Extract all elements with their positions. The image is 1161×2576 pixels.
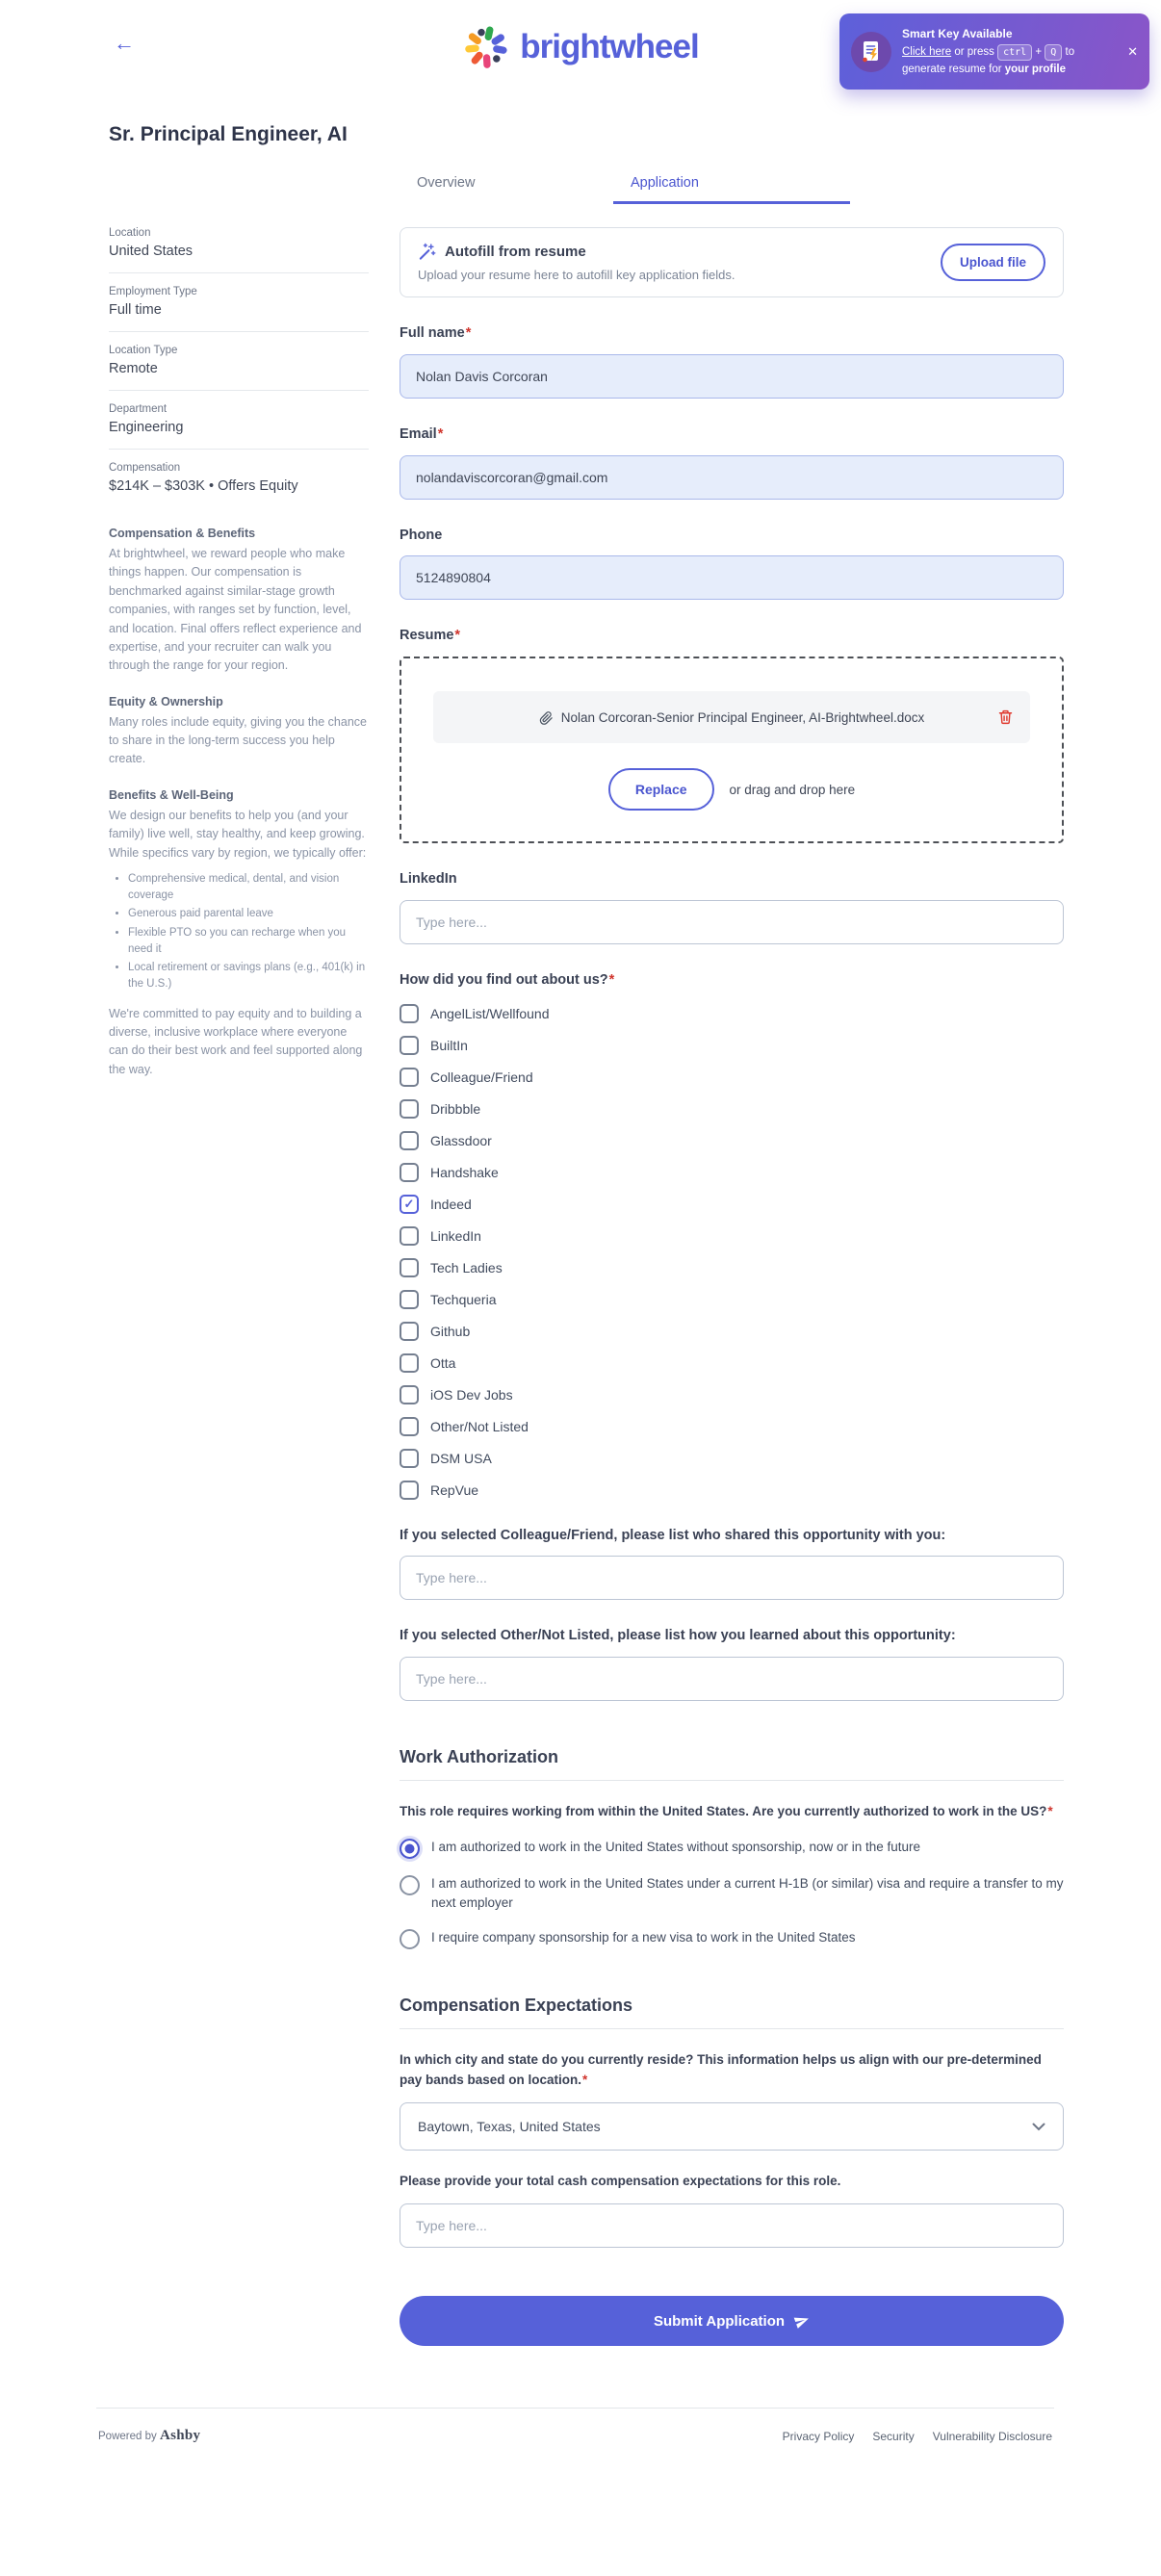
residence-question-text: In which city and state do you currently reside? This information helps us align with our pre-determined pay bands based on location. [400, 2052, 1042, 2088]
source-option-row [400, 1036, 1064, 1055]
cash-question: Please provide your total cash compensation expectations for this role. [400, 2174, 841, 2189]
job-fact [109, 286, 369, 332]
job-fact-value: Full time [109, 302, 162, 318]
tab-overview[interactable]: Overview [417, 175, 476, 191]
section-footer-text: We're committed to pay equity and to building a diverse, inclusive workplace where everyone can do their best work and feel supported along the way. [109, 1006, 363, 1076]
other-question-field [400, 1626, 1064, 1701]
source-option-row [400, 1481, 1064, 1500]
smart-key-line2: generate resume for [902, 63, 1005, 75]
job-fact-value: $214K – $303K • Offers Equity [109, 478, 298, 494]
checkbox[interactable]: ✓ [400, 1195, 419, 1214]
job-fact [109, 403, 369, 450]
resume-label [400, 626, 1064, 647]
job-facts [109, 227, 369, 507]
checkbox[interactable] [400, 1322, 419, 1341]
source-option-row [400, 1099, 1064, 1119]
checkbox-label: Handshake [430, 1164, 499, 1180]
work-authorization-question [400, 1802, 1064, 1822]
send-icon [792, 2311, 813, 2331]
checkbox-label: Glassdoor [430, 1132, 492, 1148]
submit-label: Submit Application [653, 2312, 786, 2330]
full-name-label-text: Full name [400, 325, 465, 341]
checkbox[interactable] [400, 1163, 419, 1182]
autofill-description: Upload your resume here to autofill key application fields. [418, 268, 735, 282]
work-auth-option-row [400, 1838, 1064, 1859]
job-fact-value: United States [109, 244, 194, 259]
radio-label: I am authorized to work in the United States without sponsorship, now or in the future [431, 1839, 921, 1854]
smart-key-banner [839, 13, 1149, 90]
linkedin-field [400, 869, 1064, 944]
source-label [400, 970, 1064, 992]
colleague-question-field [400, 1526, 1064, 1601]
source-option-row [400, 1353, 1064, 1373]
job-fact-label: Compensation [109, 462, 181, 474]
replace-file-button[interactable]: Replace [608, 768, 714, 811]
powered-by-ashby-link[interactable] [98, 2428, 200, 2444]
brightwheel-wordmark: brightwheel [520, 28, 699, 65]
smart-key-mid-text: or press [951, 45, 998, 58]
checkbox-label: Otta [430, 1354, 456, 1371]
checkbox[interactable] [400, 1068, 419, 1087]
smart-key-click-here-link[interactable]: Click here [902, 45, 952, 58]
source-option-row [400, 1417, 1064, 1436]
work-auth-option-row [400, 1928, 1064, 1949]
checkbox-label: Github [430, 1323, 471, 1339]
radio-button[interactable] [400, 1929, 420, 1949]
source-option-row [400, 1068, 1064, 1087]
email-label [400, 425, 1064, 446]
source-option-row [400, 1131, 1064, 1150]
full-name-input[interactable] [400, 354, 1064, 399]
delete-file-icon[interactable] [997, 708, 1014, 726]
drag-drop-hint: or drag and drop here [729, 782, 856, 797]
job-fact [109, 462, 369, 507]
linkedin-label: LinkedIn [400, 871, 457, 887]
footer-links [783, 2430, 1052, 2443]
section-body-text: Many roles include equity, giving you the chance to share in the long-term success you help create. [109, 714, 367, 766]
checkbox[interactable] [400, 1226, 419, 1246]
checkbox[interactable] [400, 1449, 419, 1468]
job-fact-value: Engineering [109, 420, 184, 435]
plus-sign: + [1035, 45, 1043, 58]
job-fact-label: Department [109, 403, 168, 415]
required-asterisk: * [608, 971, 615, 988]
checkbox-label: Dribbble [430, 1100, 481, 1117]
checkbox[interactable] [400, 1417, 419, 1436]
source-option-row [400, 1258, 1064, 1277]
uploaded-file-chip [433, 691, 1030, 743]
checkbox-label: AngelList/Wellfound [430, 1005, 550, 1021]
job-fact-label: Location Type [109, 345, 178, 356]
residence-select[interactable] [400, 2102, 1064, 2151]
section-body-text: At brightwheel, we reward people who make things happen. Our compensation is benchmarked against similar-stage growth companies, with ranges set by function, level, and location. Final offers reflect experience and expertise, and your recruiter can walk you through the range for your region. [109, 547, 362, 673]
resume-dropzone[interactable] [400, 657, 1064, 843]
work-auth-option-row [400, 1874, 1064, 1914]
autofill-card [400, 227, 1064, 297]
email-input[interactable] [400, 455, 1064, 500]
email-label-text: Email [400, 425, 437, 442]
residence-question [400, 2050, 1064, 2091]
paperclip-icon [539, 710, 554, 725]
checkbox-label: Techqueria [430, 1291, 497, 1307]
required-asterisk: * [454, 628, 461, 644]
full-name-field [400, 323, 1064, 399]
job-fact [109, 227, 369, 273]
footer-link[interactable]: Security [872, 2429, 915, 2443]
radio-label: I am authorized to work in the United States under a current H-1B (or similar) visa and require a transfer to my next employer [431, 1875, 1064, 1911]
radio-button[interactable] [400, 1875, 420, 1895]
magic-wand-icon [418, 243, 436, 261]
source-option-row [400, 1226, 1064, 1246]
source-field [400, 970, 1064, 1500]
resume-generator-icon [851, 32, 891, 72]
source-option-row [400, 1290, 1064, 1309]
checkbox-label: iOS Dev Jobs [430, 1386, 513, 1403]
chevron-down-icon [1032, 2123, 1045, 2131]
checkbox-label: Other/Not Listed [430, 1418, 529, 1434]
source-option-row [400, 1385, 1064, 1404]
tab-bar [400, 175, 1161, 204]
sidebar-bullet: • Generous paid parental leave [128, 906, 369, 922]
job-fact-value: Remote [109, 361, 158, 376]
work-authorization-options [400, 1838, 1064, 1950]
checkbox[interactable] [400, 1099, 419, 1119]
colleague-question-label: If you selected Colleague/Friend, please list who shared this opportunity with you: [400, 1527, 946, 1543]
autofill-text [418, 243, 735, 282]
source-option-row [400, 1004, 1064, 1023]
section-heading-text: Compensation & Benefits [109, 527, 256, 540]
application-form [400, 227, 1064, 2346]
checkbox[interactable] [400, 1131, 419, 1150]
section-body-text: We design our benefits to help you (and your family) live well, stay healthy, and keep growing. While specifics vary by region, we typically offer: [109, 808, 367, 860]
email-field [400, 425, 1064, 500]
checkbox[interactable] [400, 1290, 419, 1309]
checkbox-label: DSM USA [430, 1450, 492, 1466]
phone-field [400, 526, 1064, 601]
radio-button[interactable] [400, 1839, 420, 1859]
phone-input[interactable] [400, 555, 1064, 600]
checkbox-label: Tech Ladies [430, 1259, 503, 1275]
job-description-section [109, 788, 369, 1079]
checkbox[interactable] [400, 1481, 419, 1500]
footer-link[interactable]: Privacy Policy [782, 2429, 855, 2443]
job-fact-label: Employment Type [109, 286, 197, 297]
content [0, 227, 1161, 2346]
work-authorization-heading: Work Authorization [400, 1747, 1064, 1781]
other-question-label: If you selected Other/Not Listed, please list how you learned about this opportunity: [400, 1628, 956, 1644]
job-details-sidebar [109, 227, 369, 1079]
colleague-question-input[interactable] [400, 1556, 1064, 1600]
checkbox[interactable] [400, 1036, 419, 1055]
source-option-row [400, 1322, 1064, 1341]
smart-key-after-text: to [1062, 45, 1075, 58]
checkbox[interactable] [400, 1385, 419, 1404]
source-option-row [400, 1449, 1064, 1468]
smart-key-title: Smart Key Available [902, 27, 1013, 40]
smart-key-line2-bold: your profile [1004, 63, 1067, 75]
source-label-text: How did you find out about us? [400, 971, 608, 988]
job-fact [109, 345, 369, 391]
source-option-row [400, 1195, 1064, 1214]
required-asterisk: * [1047, 1804, 1053, 1818]
checkbox[interactable] [400, 1004, 419, 1023]
page-title: Sr. Principal Engineer, AI [109, 123, 348, 145]
required-asterisk: * [437, 425, 444, 442]
q-key-badge: Q [1045, 44, 1062, 61]
smart-key-text [902, 25, 1113, 78]
checkbox-label: BuiltIn [430, 1037, 468, 1053]
linkedin-input[interactable] [400, 900, 1064, 944]
checkbox-label: Indeed [430, 1196, 472, 1212]
cash-input-wrap [400, 2203, 1064, 2248]
section-bullets [128, 871, 369, 993]
checkbox[interactable] [400, 1258, 419, 1277]
resume-label-text: Resume [400, 628, 454, 644]
ctrl-key-badge: ctrl [997, 44, 1032, 61]
work-authorization-question-text: This role requires working from within the United States. Are you currently authorized to work in the US? [400, 1804, 1047, 1818]
required-asterisk: * [582, 2073, 588, 2088]
resume-actions [433, 768, 1030, 811]
section-heading-text: Benefits & Well-Being [109, 787, 234, 802]
smart-key-close-icon[interactable]: ✕ [1127, 43, 1138, 59]
sidebar-bullet: • Flexible PTO so you can recharge when you need it [128, 925, 369, 959]
brightwheel-pinwheel-icon [462, 23, 510, 71]
source-option-row [400, 1163, 1064, 1182]
cash-input[interactable] [400, 2203, 1064, 2248]
job-description-section [109, 527, 369, 676]
tab-application[interactable]: Application [613, 175, 850, 204]
required-asterisk: * [465, 325, 472, 341]
ashby-logo: Ashby [159, 2428, 201, 2444]
phone-label: Phone [400, 527, 443, 543]
job-description-section [109, 695, 369, 769]
section-heading-text: Equity & Ownership [109, 694, 223, 708]
residence-select-value: Baytown, Texas, United States [418, 2119, 601, 2135]
uploaded-file-name: Nolan Corcoran-Senior Principal Engineer, AI-Brightwheel.docx [560, 709, 925, 725]
checkbox-label: Colleague/Friend [430, 1069, 533, 1085]
submit-application-button[interactable] [400, 2296, 1064, 2346]
radio-label: I require company sponsorship for a new visa to work in the United States [431, 1930, 856, 1945]
job-fact-label: Location [109, 227, 151, 239]
header [0, 0, 1161, 100]
footer-link[interactable]: Vulnerability Disclosure [932, 2429, 1052, 2443]
resume-field [400, 626, 1064, 843]
checkbox-label: LinkedIn [430, 1227, 481, 1244]
full-name-label [400, 323, 1064, 345]
sidebar-bullet: • Comprehensive medical, dental, and vision coverage [128, 871, 369, 905]
autofill-title: Autofill from resume [445, 244, 586, 260]
back-button[interactable]: ← [114, 31, 135, 55]
checkbox-label: RepVue [430, 1481, 479, 1498]
job-description-sections [109, 527, 369, 1079]
other-question-input[interactable] [400, 1657, 1064, 1701]
checkbox[interactable] [400, 1353, 419, 1373]
source-options-list [400, 1004, 1064, 1500]
upload-file-button[interactable]: Upload file [941, 244, 1045, 281]
compensation-heading: Compensation Expectations [400, 1996, 1064, 2029]
sidebar-bullet: • Local retirement or savings plans (e.g., 401(k) in the U.S.) [128, 960, 369, 993]
powered-by-text: Powered by [98, 2431, 157, 2443]
footer [96, 2408, 1054, 2521]
